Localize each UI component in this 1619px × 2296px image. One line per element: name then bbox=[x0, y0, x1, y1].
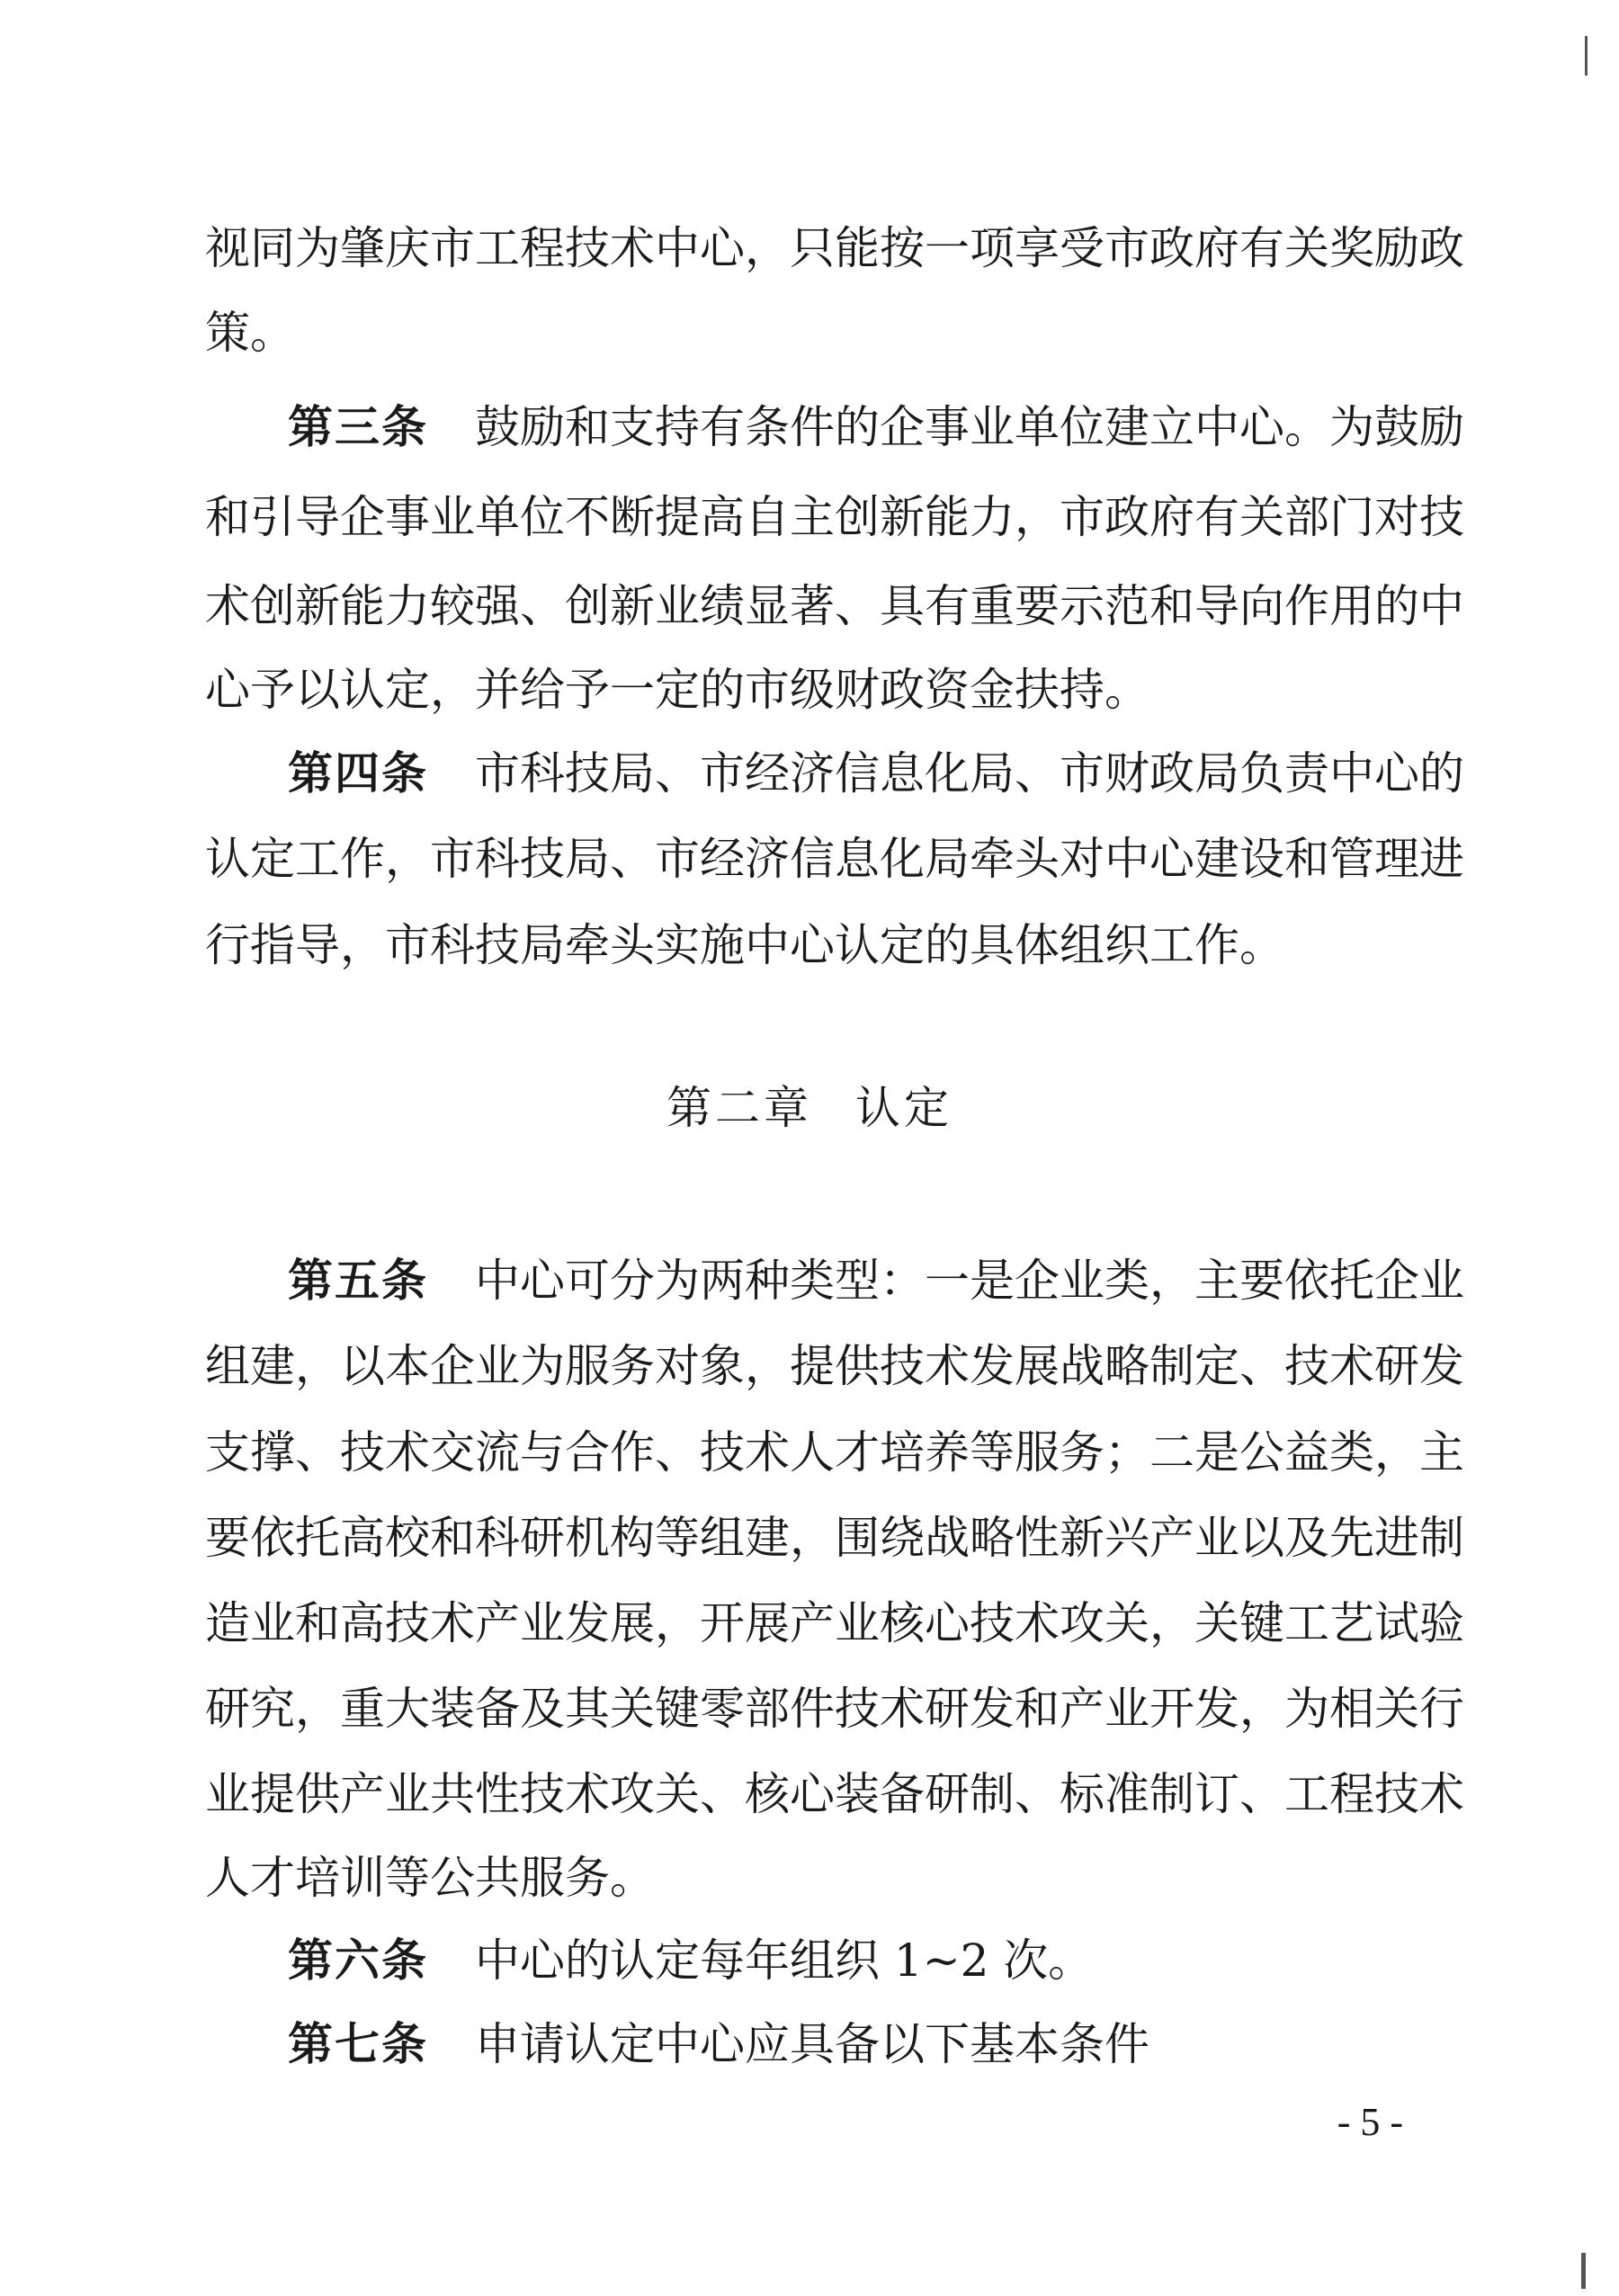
article-text: 鼓励和支持有条件的企事业单位建立中心。为鼓励 bbox=[475, 401, 1464, 453]
paragraph-line bbox=[288, 746, 1464, 800]
paragraph-line: 视同为肇庆市工程技术中心，只能按一项享受市政府有关奖励政 bbox=[205, 222, 1464, 274]
paragraph-line bbox=[288, 1254, 1464, 1308]
article-text: 申请认定中心应具备以下基本条件 bbox=[475, 2018, 1149, 2070]
paragraph-line: 造业和高技术产业发展，开展产业核心技术攻关，关键工艺试验 bbox=[205, 1597, 1464, 1649]
paragraph-line: 认定工作，市科技局、市经济信息化局牵头对中心建设和管理进 bbox=[205, 833, 1464, 885]
paragraph-line: 要依托高校和科研机构等组建，围绕战略性新兴产业以及先进制 bbox=[205, 1512, 1464, 1564]
article-text: 中心的认定每年组织 1~2 次。 bbox=[475, 1934, 1094, 1987]
scan-edge-mark-bottom bbox=[1581, 2253, 1586, 2289]
article-text: 中心可分为两种类型：一是企业类，主要依托企业 bbox=[475, 1255, 1464, 1307]
page-number: - 5 - bbox=[1337, 2100, 1403, 2144]
paragraph-line: 和引导企事业单位不断提高自主创新能力，市政府有关部门对技 bbox=[205, 491, 1464, 543]
article-label: 第四条 bbox=[288, 747, 428, 800]
paragraph-line: 组建，以本企业为服务对象，提供技术发展战略制定、技术研发 bbox=[205, 1340, 1464, 1392]
article-label: 第六条 bbox=[288, 1934, 428, 1987]
paragraph-line: 心予以认定，并给予一定的市级财政资金扶持。 bbox=[205, 664, 1149, 716]
article-label: 第七条 bbox=[288, 2018, 428, 2070]
paragraph-line bbox=[288, 2017, 1410, 2071]
scan-edge-mark-top bbox=[1585, 36, 1588, 76]
article-label: 第三条 bbox=[288, 401, 428, 453]
paragraph-line: 人才培训等公共服务。 bbox=[205, 1852, 655, 1904]
paragraph-line bbox=[288, 1934, 1410, 1988]
article-label: 第五条 bbox=[288, 1255, 428, 1307]
article-text: 市科技局、市经济信息化局、市财政局负责中心的 bbox=[475, 747, 1464, 800]
paragraph-line: 策。 bbox=[205, 307, 295, 359]
paragraph-line: 术创新能力较强、创新业绩显著、具有重要示范和导向作用的中 bbox=[205, 580, 1464, 632]
paragraph-line bbox=[288, 400, 1464, 454]
paragraph-line: 业提供产业共性技术攻关、核心装备研制、标准制订、工程技术 bbox=[205, 1768, 1464, 1820]
chapter-heading: 第二章 认定 bbox=[666, 1082, 953, 1134]
paragraph-line: 行指导，市科技局牵头实施中心认定的具体组织工作。 bbox=[205, 919, 1284, 971]
paragraph-line: 研究，重大装备及其关键零部件技术研发和产业开发，为相关行 bbox=[205, 1683, 1464, 1735]
paragraph-line: 支撑、技术交流与合作、技术人才培养等服务；二是公益类，主 bbox=[205, 1426, 1464, 1479]
